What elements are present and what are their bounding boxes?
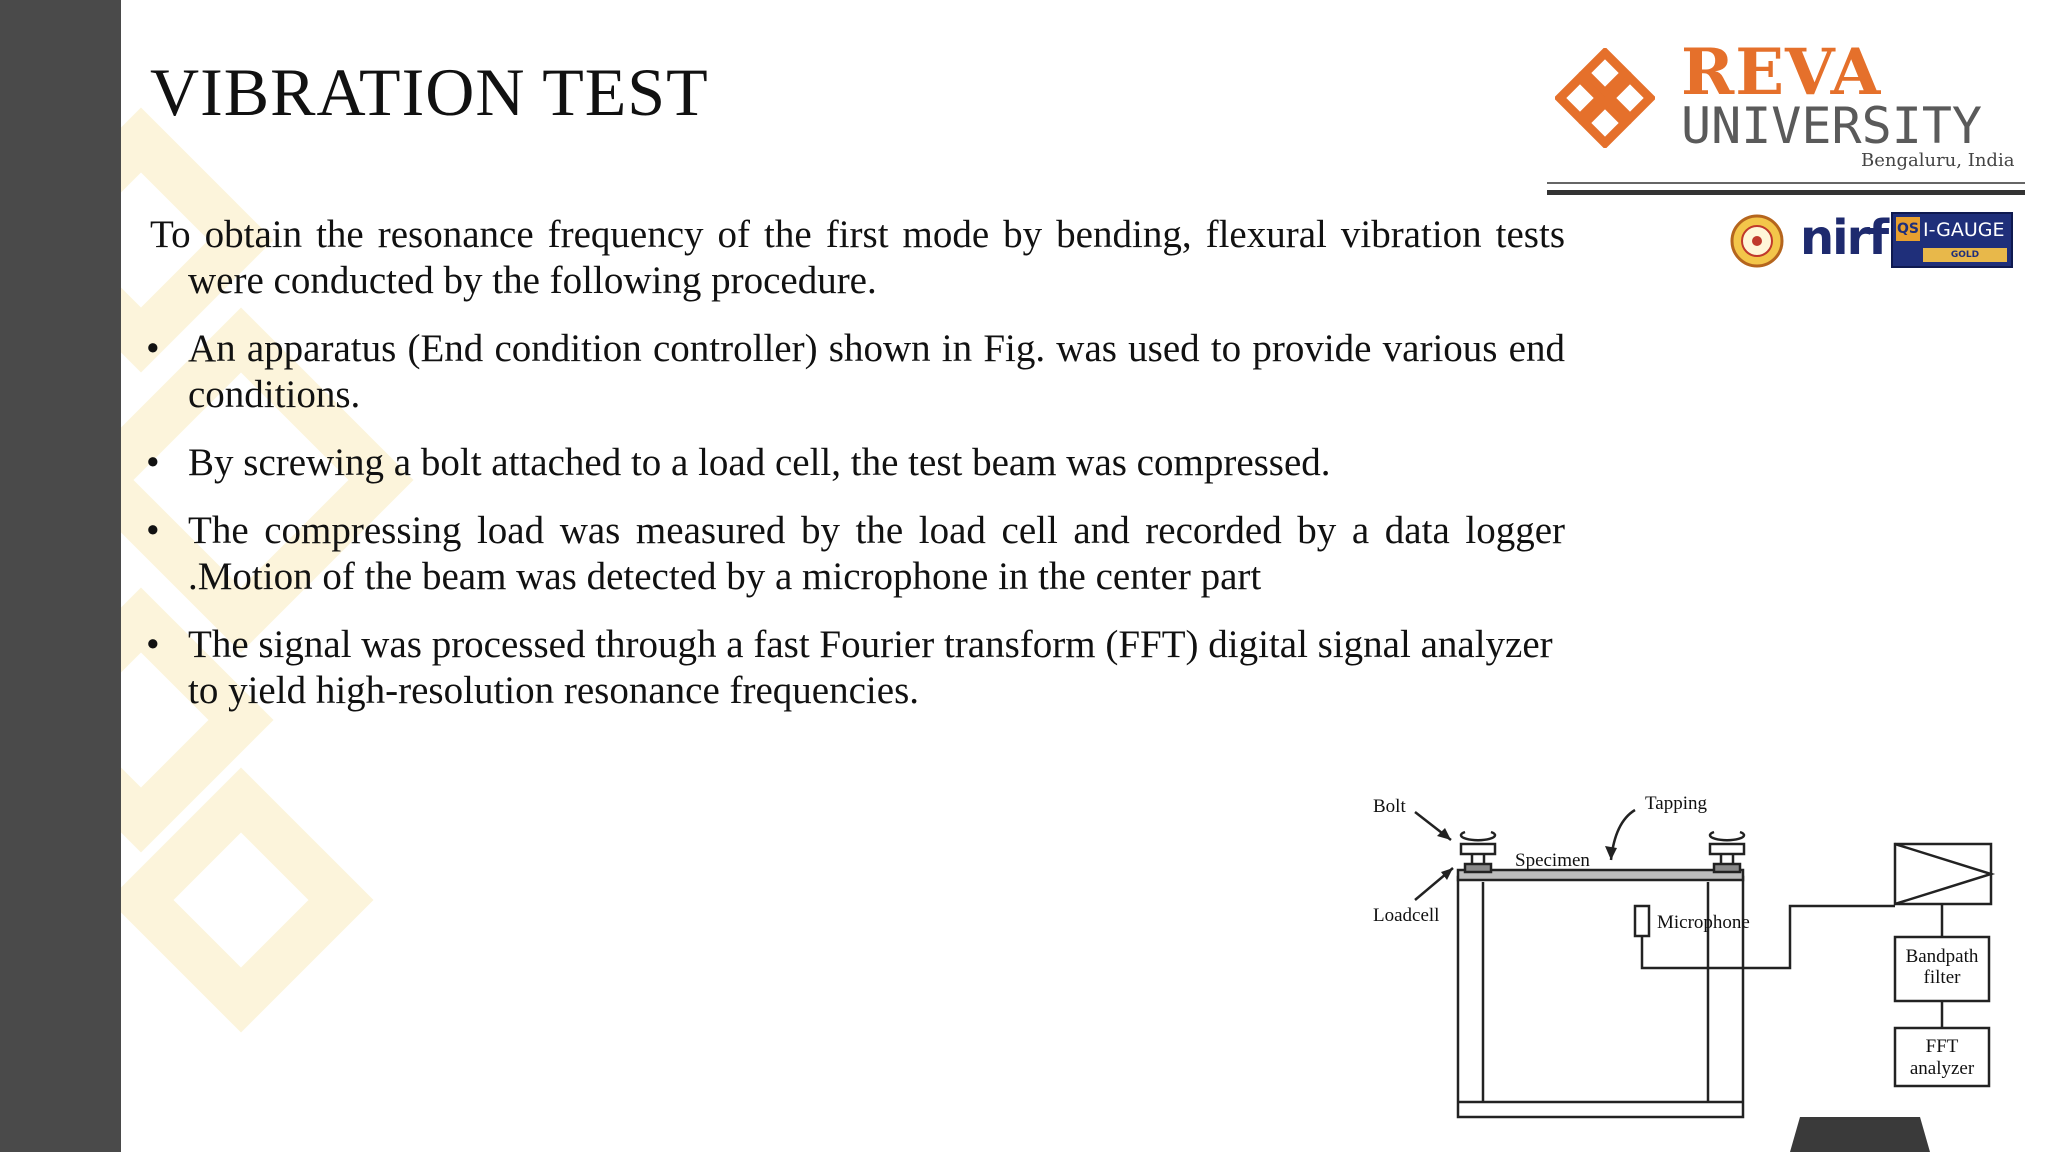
intro-paragraph: To obtain the resonance frequency of the first mode by bending, flexural vibration tests were conducted by the following procedure. (150, 213, 1565, 302)
qs-igauge-badge (1891, 212, 2013, 268)
right-rotate-arrow (1710, 832, 1744, 840)
list-item (146, 440, 1565, 486)
list-item-text: The signal was processed through a fast Fourier transform (FFT) digital signal analyzer to yield high-resolution resonance frequencies. (188, 623, 1553, 712)
label-bolt: Bolt (1373, 796, 1406, 817)
list-item (146, 508, 1565, 600)
slide-title: VIBRATION TEST (150, 54, 709, 130)
qs-igauge-label: I-GAUGE (1923, 219, 2005, 241)
label-microphone: Microphone (1657, 912, 1750, 933)
left-accent-bar (0, 0, 121, 1152)
logo-name-reva: REVA (1681, 35, 1882, 110)
bullet-marker: • (146, 441, 160, 484)
label-fft-line1: FFT (1925, 1036, 1959, 1057)
label-fft-line2: analyzer (1909, 1058, 1975, 1079)
label-specimen: Specimen (1515, 850, 1590, 871)
nirf-badge: nirf (1800, 210, 1888, 266)
left-loadcell (1465, 864, 1491, 872)
procedure-list (146, 326, 1565, 714)
left-bolt-head (1461, 844, 1495, 854)
apparatus-diagram (1365, 782, 2005, 1152)
list-item-text: An apparatus (End condition controller) shown in Fig. was used to provide various end conditions. (188, 327, 1565, 416)
right-bolt-head (1710, 844, 1744, 854)
knot-logo-icon (1555, 48, 1655, 148)
microphone-box (1635, 906, 1649, 936)
logo-divider-thick (1547, 190, 2025, 195)
label-loadcell: Loadcell (1373, 905, 1440, 926)
specimen-beam (1458, 870, 1743, 880)
tapping-arrowhead (1605, 846, 1617, 860)
list-item (146, 622, 1565, 714)
list-item-text: By screwing a bolt attached to a load cell, the test beam was compressed. (188, 441, 1331, 484)
logo-location: Bengaluru, India (1861, 150, 2015, 171)
bullet-marker: • (146, 509, 160, 552)
sensor-box (1895, 844, 1991, 904)
aicte-badge-icon (1730, 214, 1784, 268)
logo-divider-thin (1547, 182, 2025, 184)
bullet-marker: • (146, 623, 160, 666)
label-tapping: Tapping (1645, 793, 1707, 814)
sensor-triangle (1895, 844, 1991, 904)
list-item (146, 326, 1565, 418)
qs-tier-label: GOLD (1923, 248, 2007, 262)
left-rotate-arrow (1461, 832, 1495, 840)
slide-body (146, 212, 1565, 714)
label-filter-line1: Bandpath (1905, 946, 1979, 967)
logo-name-university: UNIVERSITY (1681, 97, 1983, 155)
bullet-marker: • (146, 327, 160, 370)
list-item-text: The compressing load was measured by the load cell and recorded by a data logger .Motion of the beam was detected by a microphone in the center part (188, 509, 1565, 598)
right-loadcell (1714, 864, 1740, 872)
qs-mark: QS (1896, 217, 1920, 241)
university-logo (1545, 35, 2025, 268)
stand-base (1790, 1117, 1930, 1152)
label-filter-line2: filter (1923, 967, 1961, 988)
